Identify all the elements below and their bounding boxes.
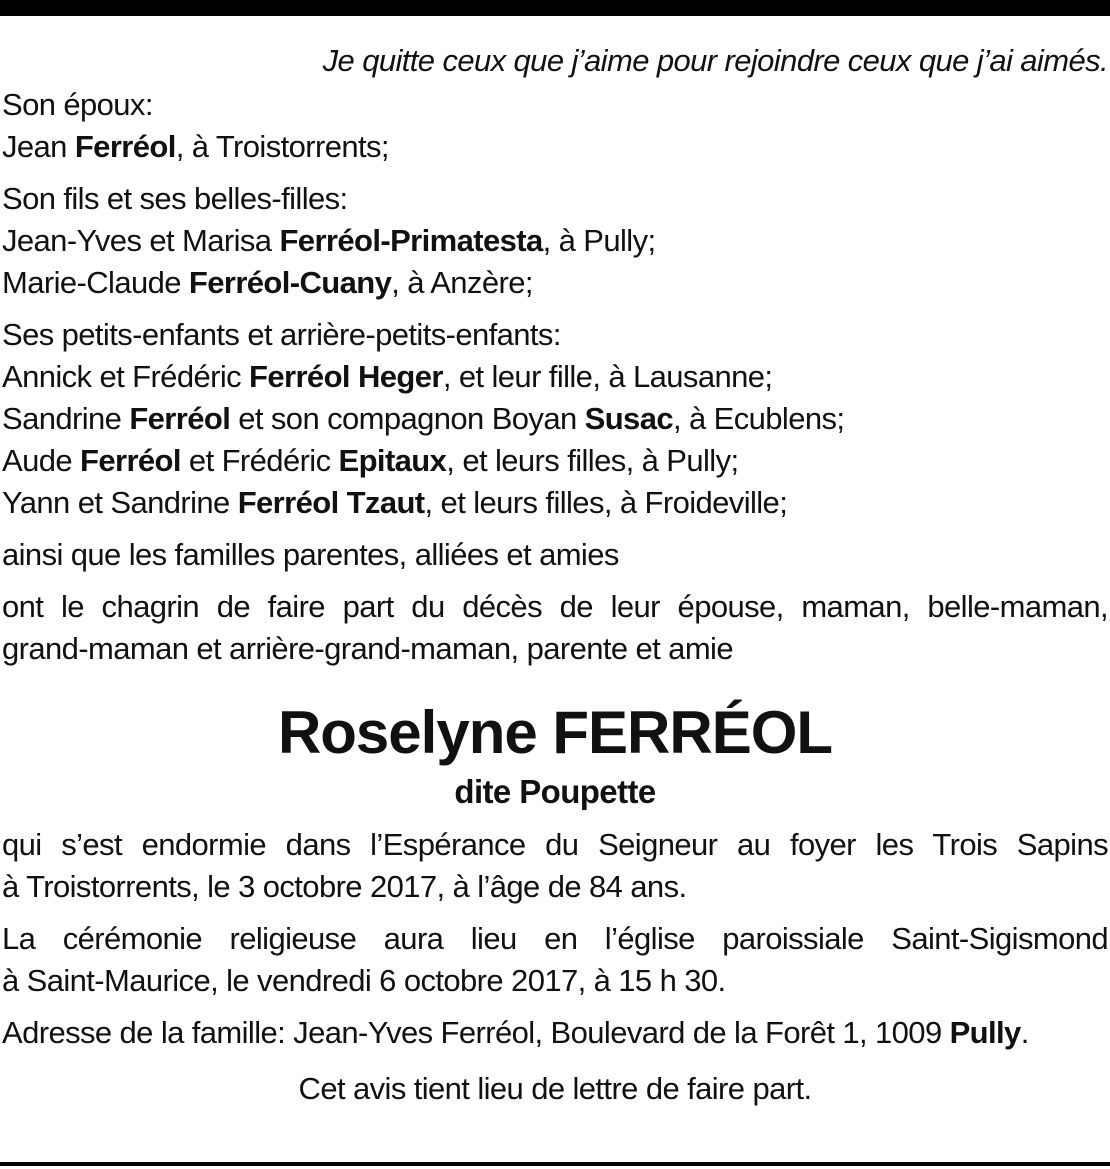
ceremony-line-1: La cérémonie religieuse aura lieu en l’église paroissiale Saint-Sigismond: [2, 921, 1108, 956]
spouse-heading: Son époux:: [2, 87, 153, 122]
grandchildren-heading: Ses petits-enfants et arrière-petits-enfants:: [2, 317, 561, 352]
family-member-line: Yann et Sandrine Ferréol Tzaut, et leurs filles, à Froideville;: [2, 485, 788, 520]
death-line-2: à Troistorrents, le 3 octobre 2017, à l’âge de 84 ans.: [2, 869, 687, 904]
closing-statement: Cet avis tient lieu de lettre de faire part.: [298, 1071, 812, 1106]
families-text: ainsi que les familles parentes, alliées et amies: [2, 537, 619, 572]
family-member-line: Sandrine Ferréol et son compagnon Boyan Susac, à Ecublens;: [2, 401, 845, 436]
announcement-line-2: grand-maman et arrière-grand-maman, parente et amie: [2, 631, 733, 666]
families-line: [2, 534, 1108, 576]
family-member-line: Jean-Yves et Marisa Ferréol-Primatesta, à Pully;: [2, 223, 656, 258]
family-address: [2, 1012, 1108, 1054]
announcement: [2, 586, 1108, 670]
son-heading: Son fils et ses belles-filles:: [2, 181, 348, 216]
ceremony-line-2: à Saint-Maurice, le vendredi 6 octobre 2017, à 15 h 30.: [2, 963, 726, 998]
family-member-line: Marie-Claude Ferréol-Cuany, à Anzère;: [2, 265, 533, 300]
grandchildren-section: [2, 314, 1108, 524]
death-line-1: qui s’est endormie dans l’Espérance du Seigneur au foyer les Trois Sapins: [2, 827, 1108, 862]
death-notice: [2, 40, 1108, 1110]
announcement-line-1: ont le chagrin de faire part du décès de leur épouse, maman, belle-maman,: [2, 589, 1108, 624]
ceremony-details: [2, 918, 1108, 1002]
epigraph-quote: Je quitte ceux que j’aime pour rejoindre ceux que j’ai aimés.: [322, 43, 1108, 78]
deceased-nickname: dite Poupette: [454, 773, 656, 810]
bottom-rule: [0, 1162, 1110, 1166]
family-member-line: Annick et Frédéric Ferréol Heger, et leur fille, à Lausanne;: [2, 359, 773, 394]
top-rule: [0, 0, 1110, 16]
son-section: [2, 178, 1108, 304]
death-details: [2, 824, 1108, 908]
address-line: Adresse de la famille: Jean-Yves Ferréol, Boulevard de la Forêt 1, 1009 Pully.: [2, 1015, 1029, 1050]
spouse-section: [2, 84, 1108, 168]
family-member-line: Aude Ferréol et Frédéric Epitaux, et leurs filles, à Pully;: [2, 443, 739, 478]
deceased-name: Roselyne FERRÉOL: [277, 699, 833, 766]
family-member-line: Jean Ferréol, à Troistorrents;: [2, 129, 389, 164]
